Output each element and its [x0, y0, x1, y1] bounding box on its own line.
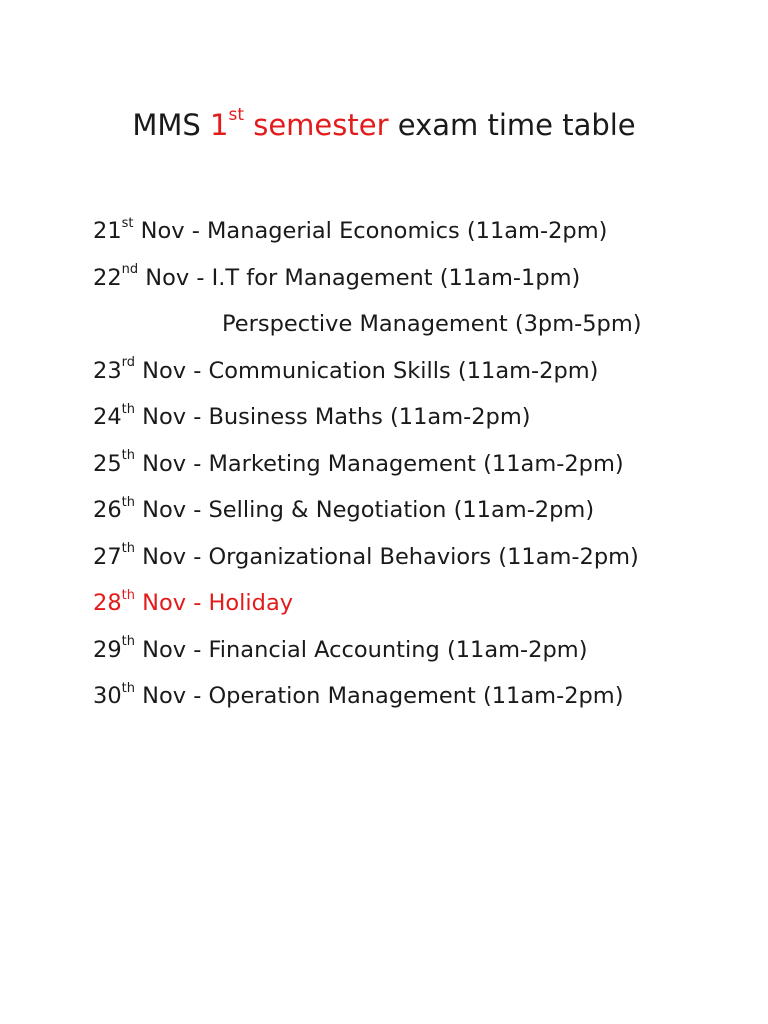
schedule-row-holiday — [93, 585, 733, 632]
schedule-row-continuation — [93, 306, 733, 353]
schedule-row — [93, 632, 733, 679]
schedule-text: Nov - Operation Management (11am-2pm) — [134, 683, 624, 709]
schedule-day-suffix: th — [121, 587, 135, 603]
page-title — [0, 105, 768, 142]
schedule-day-suffix: th — [121, 401, 135, 417]
title-number: 1 — [210, 108, 229, 142]
schedule-day-suffix: th — [121, 680, 135, 696]
schedule-day: 24 — [93, 404, 122, 430]
title-prefix: MMS — [132, 108, 211, 142]
schedule-text: Nov - Selling & Negotiation (11am-2pm) — [134, 497, 595, 523]
title-rest: exam time table — [388, 108, 636, 142]
schedule-day: 26 — [93, 497, 122, 523]
schedule-day-suffix: rd — [121, 355, 136, 370]
schedule-text: Nov - Business Maths (11am-2pm) — [134, 404, 531, 430]
schedule-day-suffix: th — [121, 448, 135, 463]
schedule-row — [93, 539, 733, 586]
schedule-day-suffix: nd — [121, 262, 139, 277]
schedule-text: Nov - Organizational Behaviors (11am-2pm) — [134, 543, 639, 570]
schedule-text: Nov - Financial Accounting (11am-2pm) — [134, 636, 588, 663]
schedule-text: Nov - Communication Skills (11am-2pm) — [135, 357, 599, 384]
title-semester-word: semester — [253, 108, 389, 142]
schedule-day: 21 — [93, 218, 122, 244]
schedule-row — [93, 446, 733, 493]
schedule-day: 30 — [93, 683, 122, 709]
schedule-text: Nov - Managerial Economics (11am-2pm) — [133, 218, 608, 244]
schedule-row — [93, 260, 733, 307]
schedule-text: Nov - I.T for Management (11am-1pm) — [138, 264, 581, 291]
schedule-day: 27 — [93, 543, 122, 570]
schedule-day-suffix: th — [121, 494, 135, 510]
schedule-row — [93, 213, 733, 260]
schedule-day-suffix: th — [121, 634, 135, 649]
schedule-day: 22 — [93, 264, 122, 291]
title-number-suffix: st — [228, 105, 244, 126]
schedule-row — [93, 678, 733, 725]
exam-schedule-list — [93, 213, 733, 725]
schedule-row — [93, 492, 733, 539]
schedule-text: Nov - Holiday — [134, 590, 294, 616]
schedule-text: Perspective Management (3pm-5pm) — [222, 311, 642, 337]
schedule-row — [93, 399, 733, 446]
schedule-day: 29 — [93, 636, 122, 663]
schedule-day: 23 — [93, 357, 122, 384]
schedule-day-suffix: th — [121, 541, 135, 556]
schedule-day: 25 — [93, 450, 122, 477]
schedule-row — [93, 353, 733, 400]
schedule-day-suffix: st — [121, 215, 134, 231]
schedule-day: 28 — [93, 590, 122, 616]
schedule-text: Nov - Marketing Management (11am-2pm) — [134, 450, 624, 477]
